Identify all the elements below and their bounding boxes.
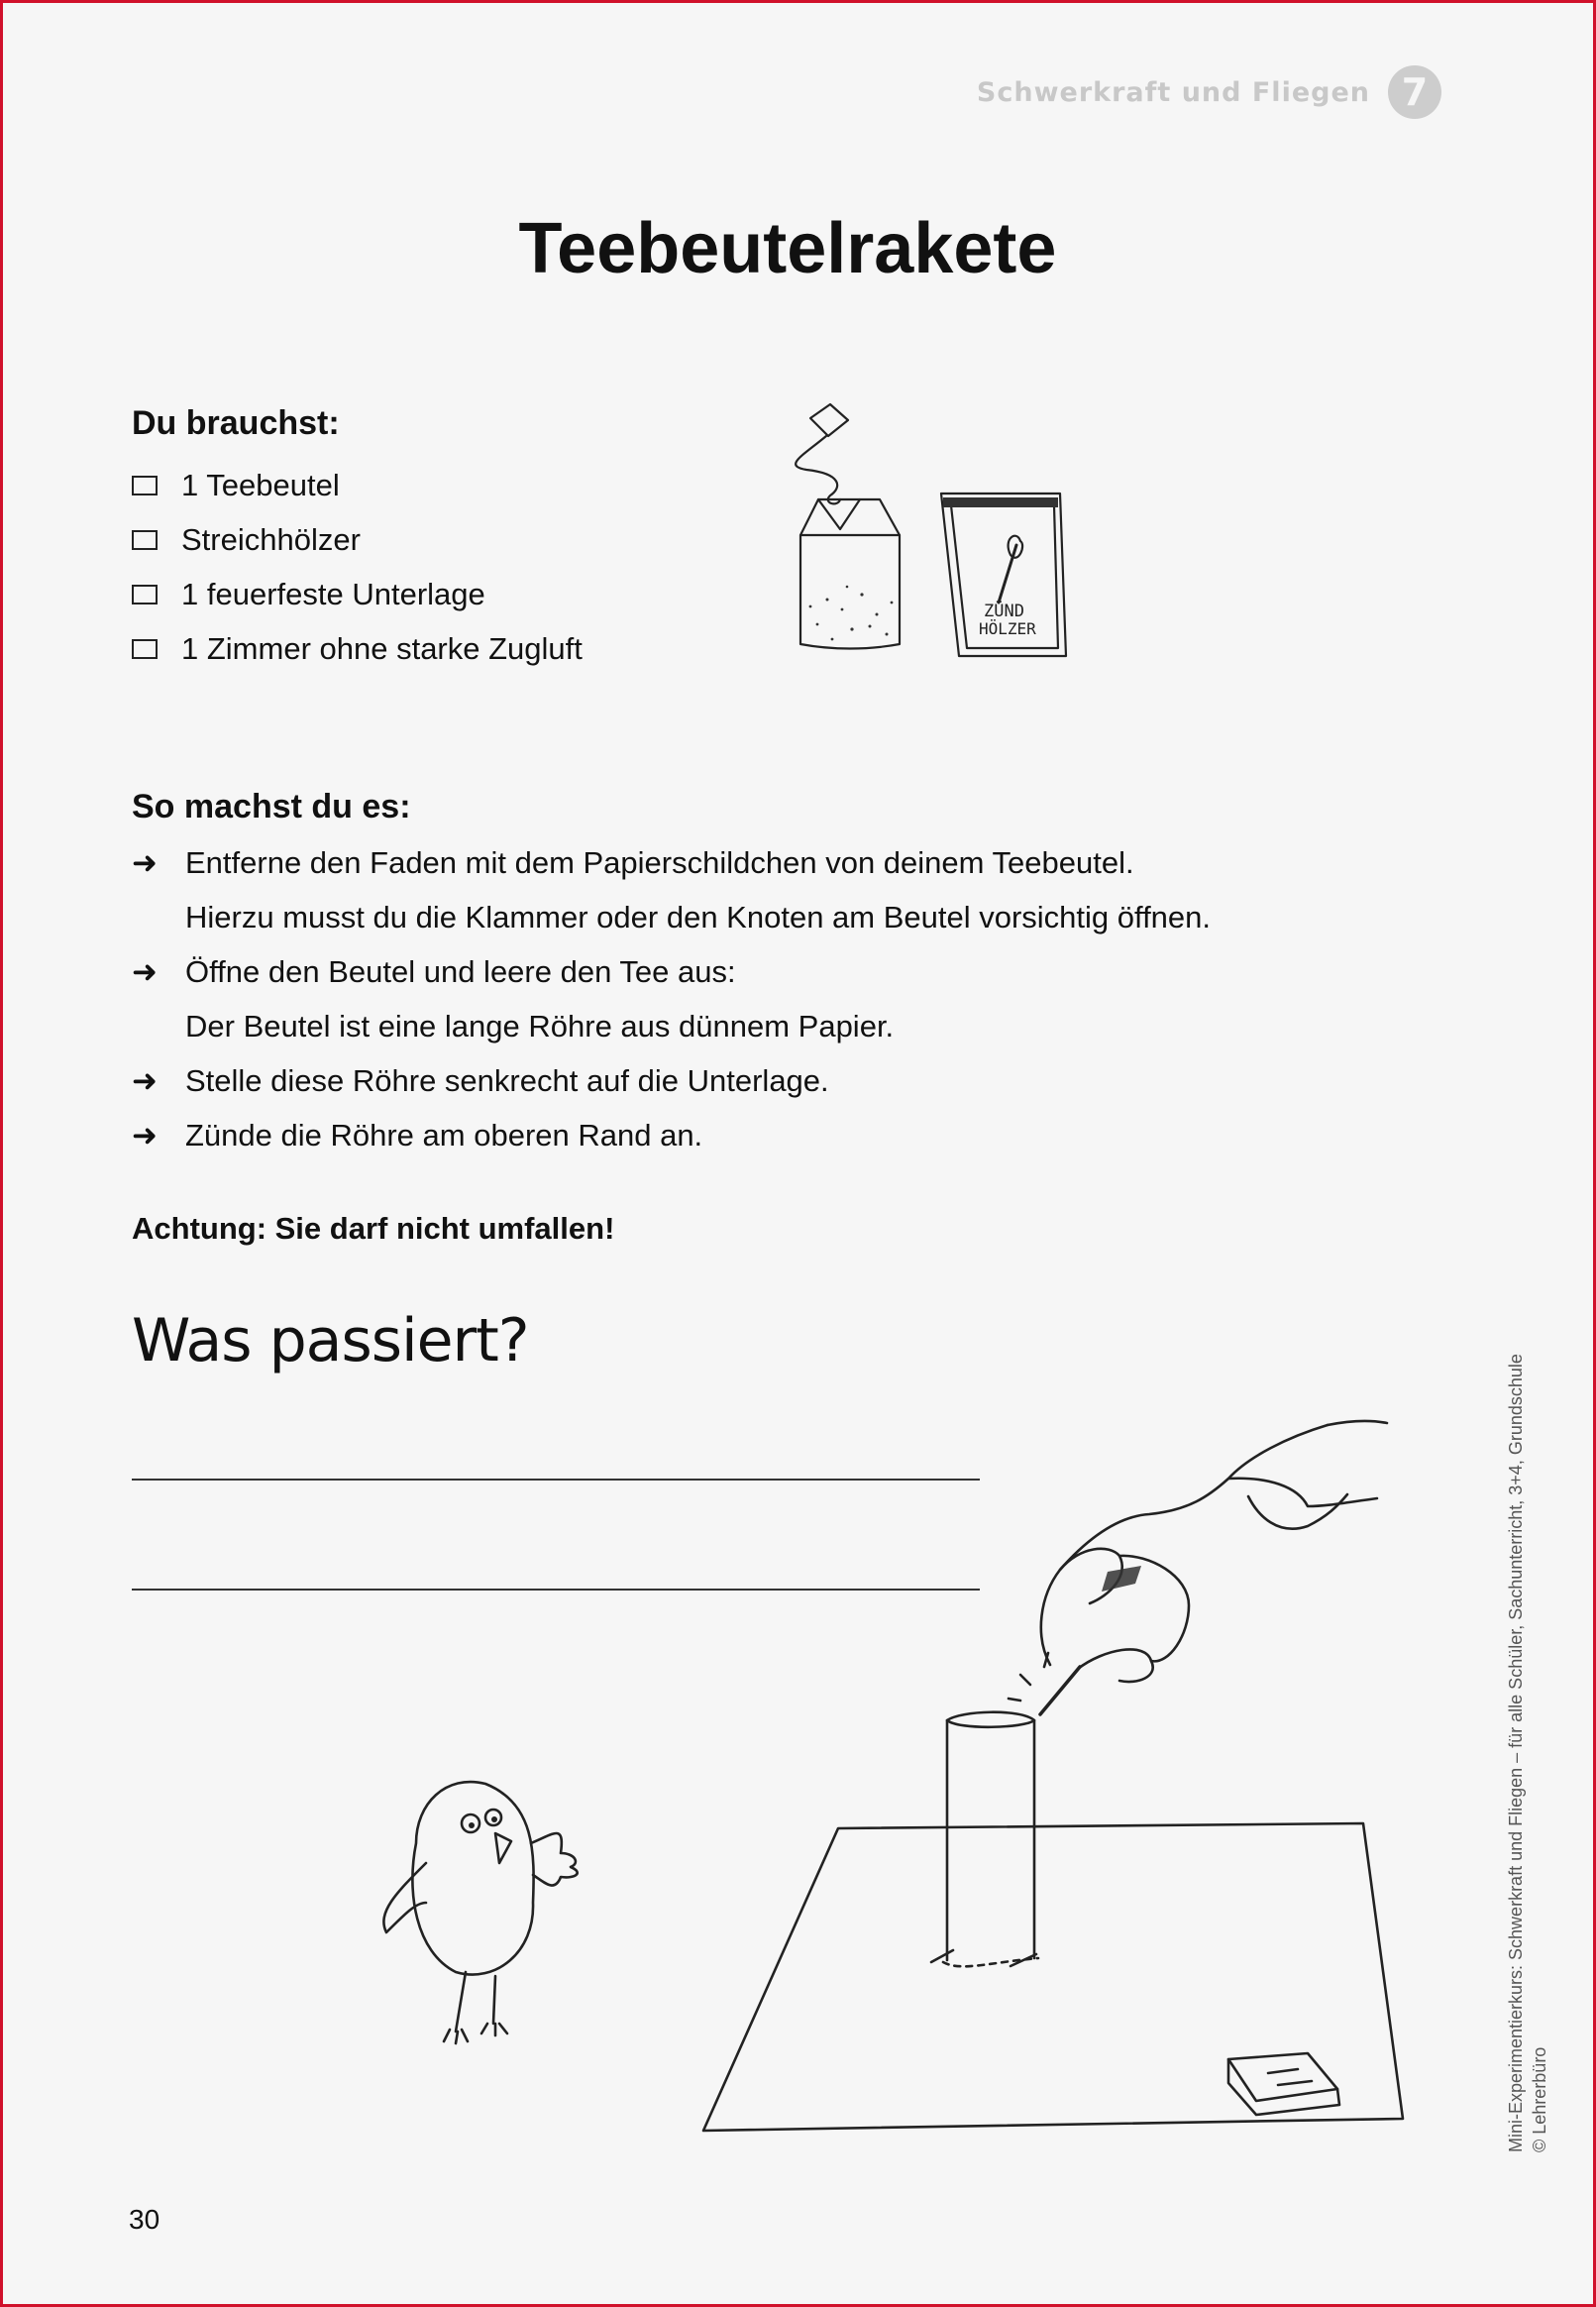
- side-text: [1504, 1354, 1551, 2152]
- matchbox-label-line2: HÖLZER: [979, 619, 1036, 638]
- step-text: Der Beutel ist eine lange Röhre aus dünnem Papier.: [185, 1009, 895, 1044]
- chapter-title: Schwerkraft und Fliegen: [976, 76, 1370, 108]
- checkbox[interactable]: [132, 530, 158, 550]
- arrow-icon: ➜: [132, 1118, 158, 1153]
- chapter-number-badge: 7: [1388, 65, 1441, 119]
- material-label: 1 feuerfeste Unterlage: [181, 576, 485, 611]
- bird-illustration: [367, 1764, 604, 2061]
- teabag: [800, 499, 900, 649]
- list-item: [132, 567, 583, 621]
- step-text: Stelle diese Röhre senkrecht auf die Unterlage.: [185, 1063, 829, 1098]
- chapter-header: [977, 65, 1441, 119]
- material-label: 1 Zimmer ohne starke Zugluft: [181, 630, 583, 666]
- material-label: 1 Teebeutel: [181, 467, 340, 502]
- side-text-line: Mini-Experimentierkurs: Schwerkraft und Fliegen – für alle Schüler, Sachunterricht, 3+4, Grundschule: [1506, 1354, 1526, 2152]
- arrow-icon: ➜: [132, 1063, 158, 1098]
- arrow-icon: ➜: [132, 954, 158, 989]
- checkbox[interactable]: [132, 476, 158, 495]
- instructions-heading: So machst du es:: [132, 788, 411, 825]
- list-item: [132, 1108, 1211, 1162]
- material-label: Streichhölzer: [181, 521, 361, 557]
- tea-tag: [810, 404, 848, 436]
- list-item: [132, 621, 583, 676]
- question-heading: Was passiert?: [132, 1306, 529, 1375]
- fireproof-base: [703, 1823, 1403, 2131]
- checkbox[interactable]: [132, 639, 158, 659]
- matchbox-label-line1: ZÜND: [984, 602, 1024, 621]
- checkbox[interactable]: [132, 585, 158, 604]
- instructions-list: [132, 835, 1211, 1162]
- list-item: [132, 835, 1211, 944]
- step-text: Zünde die Röhre am oberen Rand an.: [185, 1118, 703, 1153]
- step-text: Öffne den Beutel und leere den Tee aus:: [185, 954, 736, 989]
- experiment-illustration: [693, 1407, 1407, 2150]
- side-text-line: © Lehrerbüro: [1530, 2046, 1549, 2152]
- teabag-tube: [947, 1720, 1034, 1960]
- step-text: Entferne den Faden mit dem Papierschildchen von deinem Teebeutel.: [185, 845, 1134, 880]
- matchbox-small: [1228, 2053, 1337, 2101]
- list-item: [132, 944, 1211, 1053]
- list-item: [132, 1053, 1211, 1108]
- page-number: 30: [129, 2204, 160, 2235]
- step-text: Hierzu musst du die Klammer oder den Knoten am Beutel vorsichtig öffnen.: [185, 900, 1212, 934]
- teabag-matchbox-illustration: [783, 396, 1080, 664]
- list-item: [132, 458, 583, 512]
- materials-heading: Du brauchst:: [132, 404, 340, 442]
- list-item: [132, 512, 583, 567]
- warning-text: Achtung: Sie darf nicht umfallen!: [132, 1211, 615, 1246]
- materials-list: [132, 458, 583, 676]
- arrow-icon: ➜: [132, 845, 158, 880]
- page-title: Teebeutelrakete: [518, 209, 1057, 288]
